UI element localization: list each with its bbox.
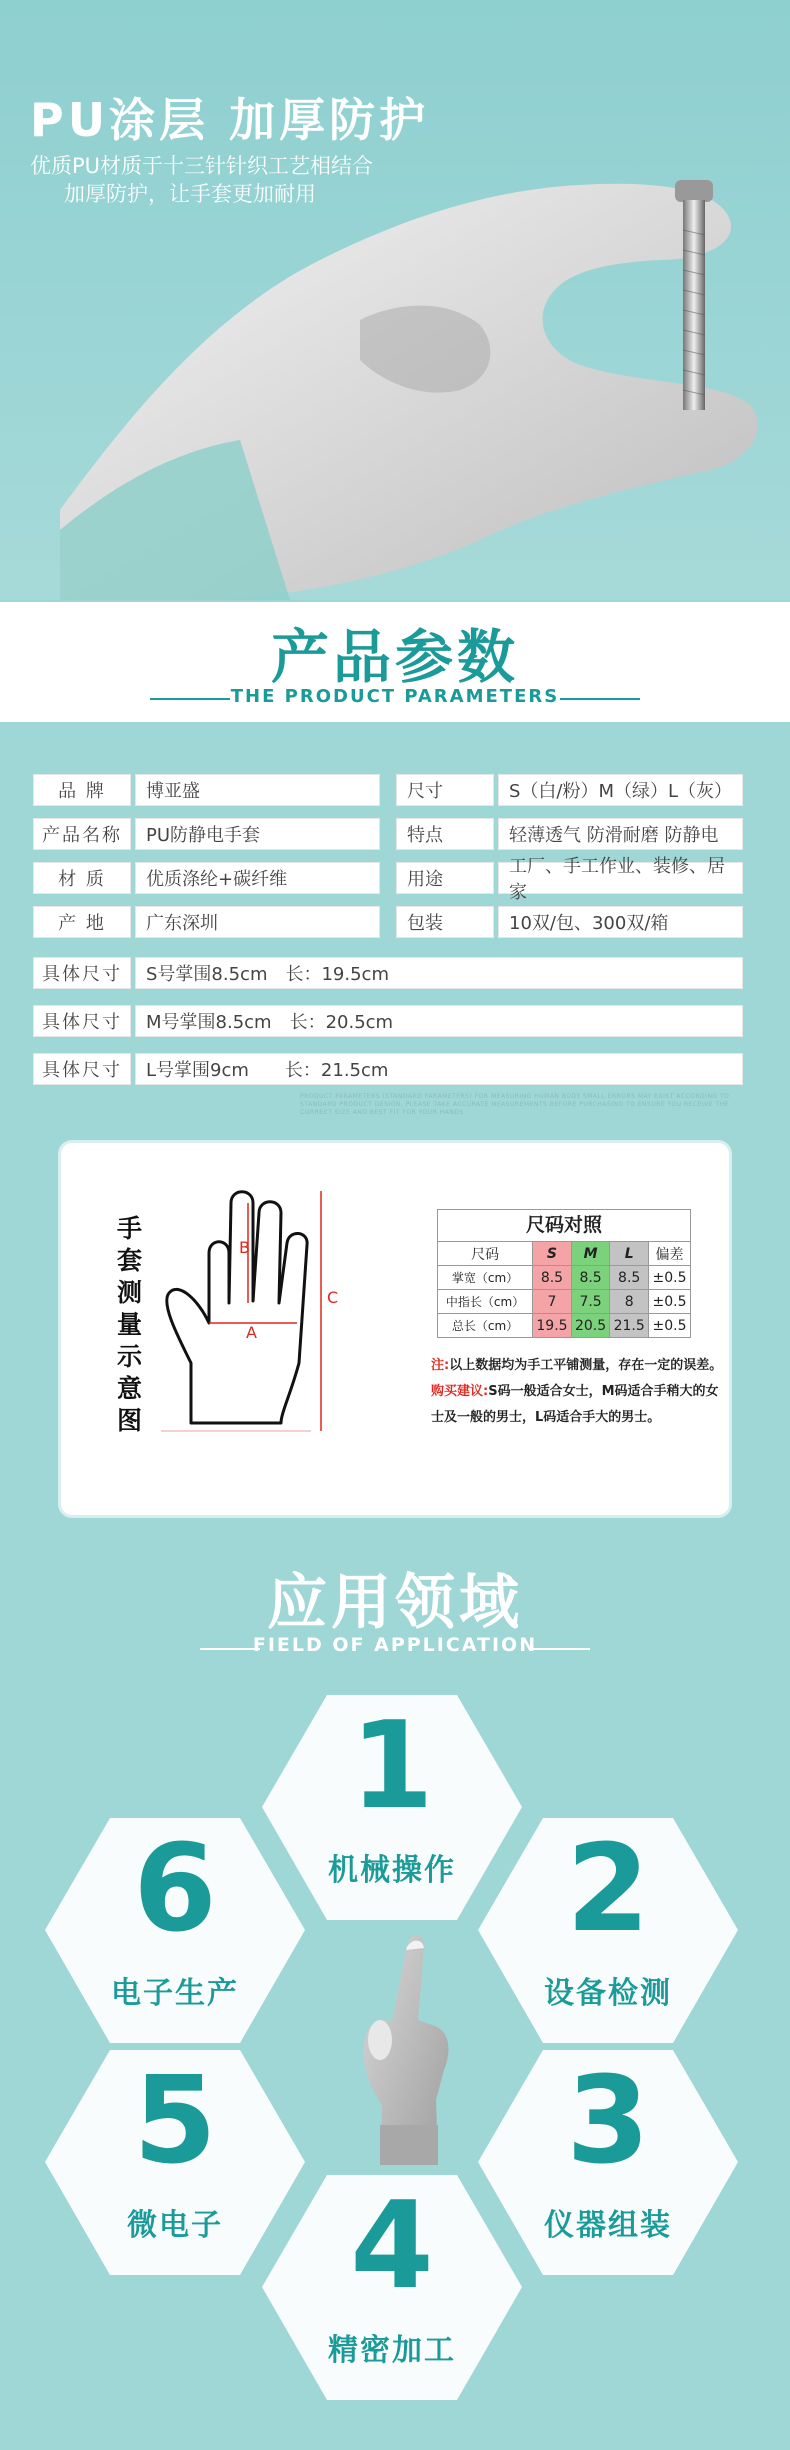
hex-label: 微电子 [127, 2208, 223, 2243]
header-cell-m: M [571, 1242, 610, 1266]
param-value: PU防静电手套 [135, 818, 380, 850]
advice-label: 购买建议: [431, 1384, 489, 1399]
hex-label: 电子生产 [111, 1976, 239, 2011]
label-b: B [239, 1238, 250, 1257]
hex-number: 5 [133, 2052, 217, 2191]
param-value: 工厂、手工作业、装修、居家 [498, 862, 743, 894]
pointing-glove-image [340, 1930, 470, 2170]
param-value: 博亚盛 [135, 774, 380, 806]
table-header-row [438, 1242, 691, 1266]
size-value: M号掌围8.5cm 长：20.5cm [135, 1005, 743, 1037]
hex-label: 设备检测 [544, 1976, 672, 2011]
param-value: 广东深圳 [135, 906, 380, 938]
advice-text: S码一般适合女士，M码适合手稍大的女士及一般的男士，L码适合手大的男士。 [431, 1384, 719, 1425]
size-label: 具体尺寸 [33, 1053, 131, 1085]
cell-tolerance: ±0.5 [648, 1290, 690, 1314]
params-title: 产品参数 [270, 623, 519, 691]
hex-number: 6 [133, 1820, 217, 1959]
note-text: 以上数据均为手工平铺测量，存在一定的误差。 [449, 1358, 723, 1373]
param-label: 材 质 [33, 862, 131, 894]
row-name: 掌宽（cm） [438, 1266, 533, 1290]
table-row [438, 1266, 691, 1290]
cell-m: 7.5 [571, 1290, 610, 1314]
cell-s: 7 [533, 1290, 572, 1314]
gloved-hand-photo [60, 150, 780, 600]
size-chart-title: 尺码对照 [437, 1209, 691, 1241]
param-value: 10双/包、300双/箱 [498, 906, 743, 938]
hero-banner [0, 0, 790, 600]
params-subtitle: THE PRODUCT PARAMETERS [230, 686, 560, 707]
param-label: 尺寸 [396, 774, 494, 806]
note-label: 注: [431, 1358, 450, 1373]
cell-m: 8.5 [571, 1266, 610, 1290]
cell-m: 20.5 [571, 1314, 610, 1338]
cell-l: 8.5 [610, 1266, 649, 1290]
application-hex-2 [478, 1818, 738, 2043]
hero-title: PU涂层 加厚防护 [30, 93, 430, 147]
application-title: 应用领域 [267, 1568, 523, 1638]
table-row [438, 1314, 691, 1338]
param-label: 品 牌 [33, 774, 131, 806]
param-label: 产 地 [33, 906, 131, 938]
hex-number: 1 [350, 1697, 434, 1836]
cell-tolerance: ±0.5 [648, 1314, 690, 1338]
param-label: 用途 [396, 862, 494, 894]
size-label: 具体尺寸 [33, 1005, 131, 1037]
size-value: S号掌围8.5cm 长：19.5cm [135, 957, 743, 989]
hex-label: 精密加工 [328, 2333, 456, 2368]
application-subtitle: FIELD OF APPLICATION [252, 1634, 538, 1656]
param-label: 产品名称 [33, 818, 131, 850]
size-value: L号掌围9cm 长：21.5cm [135, 1053, 743, 1085]
row-name: 总长（cm） [438, 1314, 533, 1338]
row-name: 中指长（cm） [438, 1290, 533, 1314]
param-value: 轻薄透气 防滑耐磨 防静电 [498, 818, 743, 850]
hand-measure-diagram [151, 1183, 381, 1443]
size-label: 具体尺寸 [33, 957, 131, 989]
cell-l: 21.5 [610, 1314, 649, 1338]
label-c: C [327, 1288, 339, 1307]
size-note [431, 1353, 731, 1431]
hex-number: 4 [350, 2177, 434, 2316]
param-label: 包装 [396, 906, 494, 938]
cell-s: 8.5 [533, 1266, 572, 1290]
hero-subtitle-1: 优质PU材质于十三针针织工艺相结合 [30, 154, 374, 178]
diagram-title: 手套测量示意图 [117, 1214, 143, 1435]
header-cell: 尺码 [438, 1242, 533, 1266]
size-chart-table [437, 1241, 691, 1338]
hex-label: 仪器组装 [544, 2208, 672, 2243]
header-cell-s: S [533, 1242, 572, 1266]
fine-print: PRODUCT PARAMETERS (STANDARD PARAMETERS) FOR MEASURING HUMAN BODY SMALL ERRORS MAY EXIST ACCORDING TO STANDARD PRODUCT DESIGN, PLEASE TAKE ACCURATE MEASUREMENTS BEFORE PURCHASING TO ENSURE YOU RECEIVE THE CORRECT SIZE AND BEST FIT FOR YOUR HANDS [300, 1093, 730, 1116]
application-hex-6 [45, 1818, 305, 2043]
cell-tolerance: ±0.5 [648, 1266, 690, 1290]
application-hex-5 [45, 2050, 305, 2275]
header-cell-l: L [610, 1242, 649, 1266]
hex-label: 机械操作 [328, 1853, 456, 1888]
hex-number: 3 [566, 2052, 650, 2191]
cell-l: 8 [610, 1290, 649, 1314]
table-row [438, 1290, 691, 1314]
hex-number: 2 [566, 1820, 650, 1959]
param-value: 优质涤纶+碳纤维 [135, 862, 380, 894]
size-guide-card [58, 1140, 732, 1518]
header-cell: 偏差 [648, 1242, 690, 1266]
param-label: 特点 [396, 818, 494, 850]
param-value: S（白/粉）M（绿）L（灰） [498, 774, 743, 806]
hero-subtitle-2: 加厚防护，让手套更加耐用 [64, 182, 316, 206]
cell-s: 19.5 [533, 1314, 572, 1338]
label-a: A [246, 1323, 257, 1342]
